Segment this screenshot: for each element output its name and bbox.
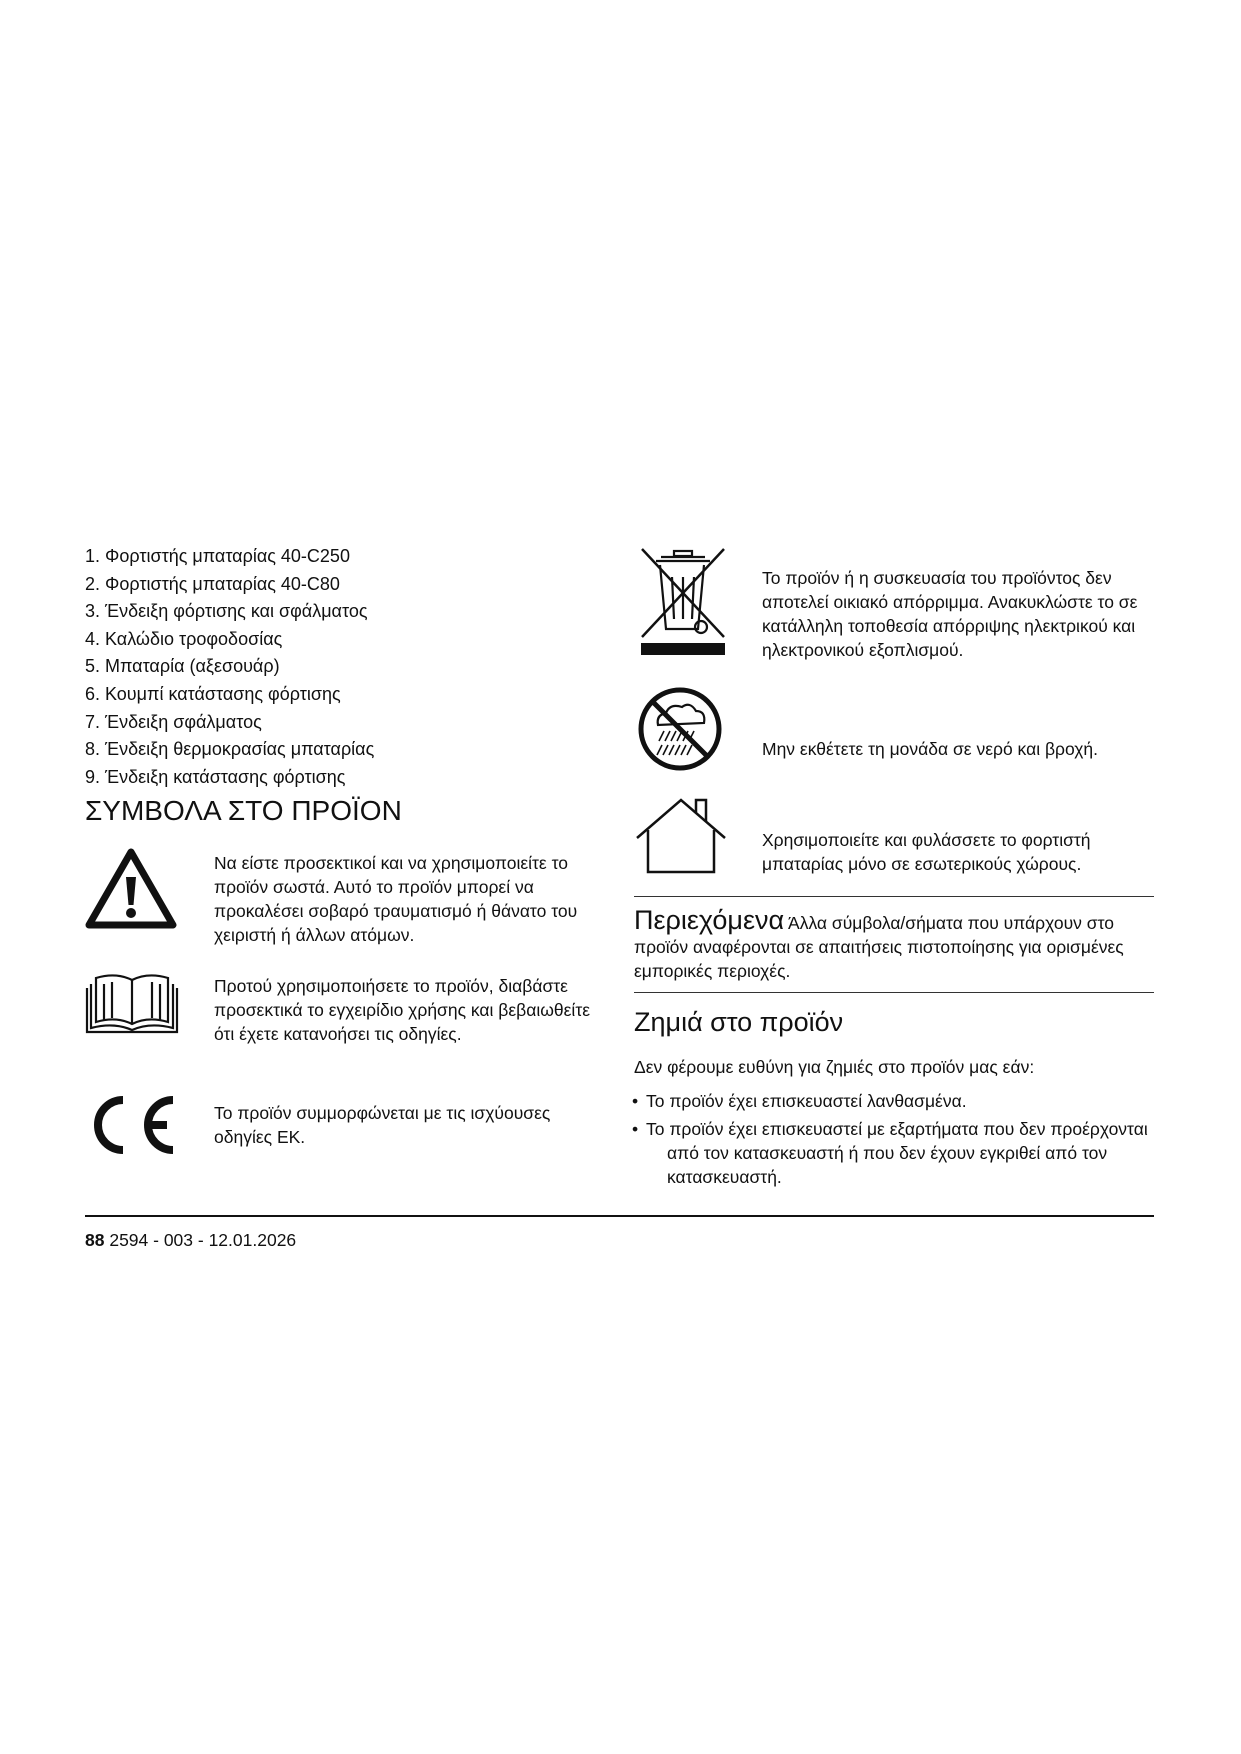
parts-list-item: 9. Ένδειξη κατάστασης φόρτισης xyxy=(85,766,346,787)
damage-intro: Δεν φέρουμε ευθύνη για ζημιές στο προϊόν μας εάν: xyxy=(634,1057,1035,1077)
crossed-bin-icon xyxy=(640,547,726,657)
symbol-house-text: Χρησιμοποιείτε και φυλάσσετε το φορτιστή μπαταρίας μόνο σε εσωτερικούς χώρους. xyxy=(762,830,1091,874)
parts-list-item: 4. Καλώδιο τροφοδοσίας xyxy=(85,628,283,649)
damage-title: Ζημιά στο προϊόν xyxy=(634,1007,844,1037)
damage-bullet-text: Το προϊόν έχει επισκευαστεί λανθασμένα. xyxy=(646,1091,967,1111)
damage-bullet-text: Το προϊόν έχει επισκευαστεί με εξαρτήματα που δεν προέρχονται από τον κατασκευαστή ή που δεν έχουν εγκριθεί από τον κατασκευαστή. xyxy=(646,1119,1148,1187)
manual-book-icon xyxy=(84,972,180,1034)
contents-title: Περιεχόμενα xyxy=(634,905,785,935)
damage-bullets xyxy=(632,1089,1152,1193)
footer-divider xyxy=(85,1215,1154,1217)
indoor-house-icon xyxy=(634,796,728,874)
symbol-rain-text: Μην εκθέτετε τη μονάδα σε νερό και βροχή. xyxy=(762,739,1099,759)
symbol-ce-text: Το προϊόν συμμορφώνεται με τις ισχύουσες οδηγίες ΕΚ. xyxy=(214,1103,551,1147)
no-rain-icon xyxy=(636,685,724,773)
bullet-mark: • xyxy=(632,1091,639,1111)
warning-triangle-icon xyxy=(85,847,177,929)
ce-mark-icon xyxy=(83,1092,179,1158)
contents-text: Άλλα σύμβολα/σήματα που υπάρχουν στο προϊόν αναφέρονται σε απαιτήσεις πιστοποίησης για ορισμένες εμπορικές περιοχές. xyxy=(634,913,1124,981)
damage-bullet-item xyxy=(632,1089,1152,1113)
symbols-heading: ΣΥΜΒΟΛΑ ΣΤΟ ΠΡΟΪΟΝ xyxy=(85,795,402,826)
parts-list-item: 5. Μπαταρία (αξεσουάρ) xyxy=(85,656,280,677)
contents-section xyxy=(634,905,1154,983)
parts-list-item: 1. Φορτιστής μπαταρίας 40-C250 xyxy=(85,546,350,566)
parts-list-item: 3. Ένδειξη φόρτισης και σφάλματος xyxy=(85,601,368,622)
damage-bullet-item xyxy=(632,1117,1152,1189)
parts-list-item: 7. Ένδειξη σφάλματος xyxy=(85,711,262,732)
doc-id: 2594 - 003 - 12.01.2026 xyxy=(109,1230,297,1250)
parts-list-item: 8. Ένδειξη θερμοκρασίας μπαταρίας xyxy=(85,739,375,760)
divider xyxy=(634,896,1154,897)
divider xyxy=(634,992,1154,993)
page-number: 88 xyxy=(85,1230,105,1250)
bullet-mark: • xyxy=(632,1119,639,1139)
parts-list-item: 6. Κουμπί κατάστασης φόρτισης xyxy=(85,683,341,704)
symbol-bin-text: Το προϊόν ή η συσκευασία του προϊόντος δεν αποτελεί οικιακό απόρριμμα. Ανακυκλώστε το σε κατάλληλη τοποθεσία απόρριψης ηλεκτρικού και ηλεκτρονικού εξοπλισμού. xyxy=(762,568,1138,660)
symbol-warning-text: Να είστε προσεκτικοί και να χρησιμοποιείτε το προϊόν σωστά. Αυτό το προϊόν μπορεί να προκαλέσει σοβαρό τραυματισμό ή θάνατο του χειριστή ή άλλων ατόμων. xyxy=(214,853,578,945)
symbol-manual-text: Προτού χρησιμοποιήσετε το προϊόν, διαβάστε προσεκτικά το εγχειρίδιο χρήσης και βεβαιωθείτε ότι έχετε κατανοήσει τις οδηγίες. xyxy=(214,976,591,1044)
parts-list xyxy=(85,543,605,791)
footer xyxy=(85,1230,296,1251)
parts-list-item: 2. Φορτιστής μπαταρίας 40-C80 xyxy=(85,573,340,594)
